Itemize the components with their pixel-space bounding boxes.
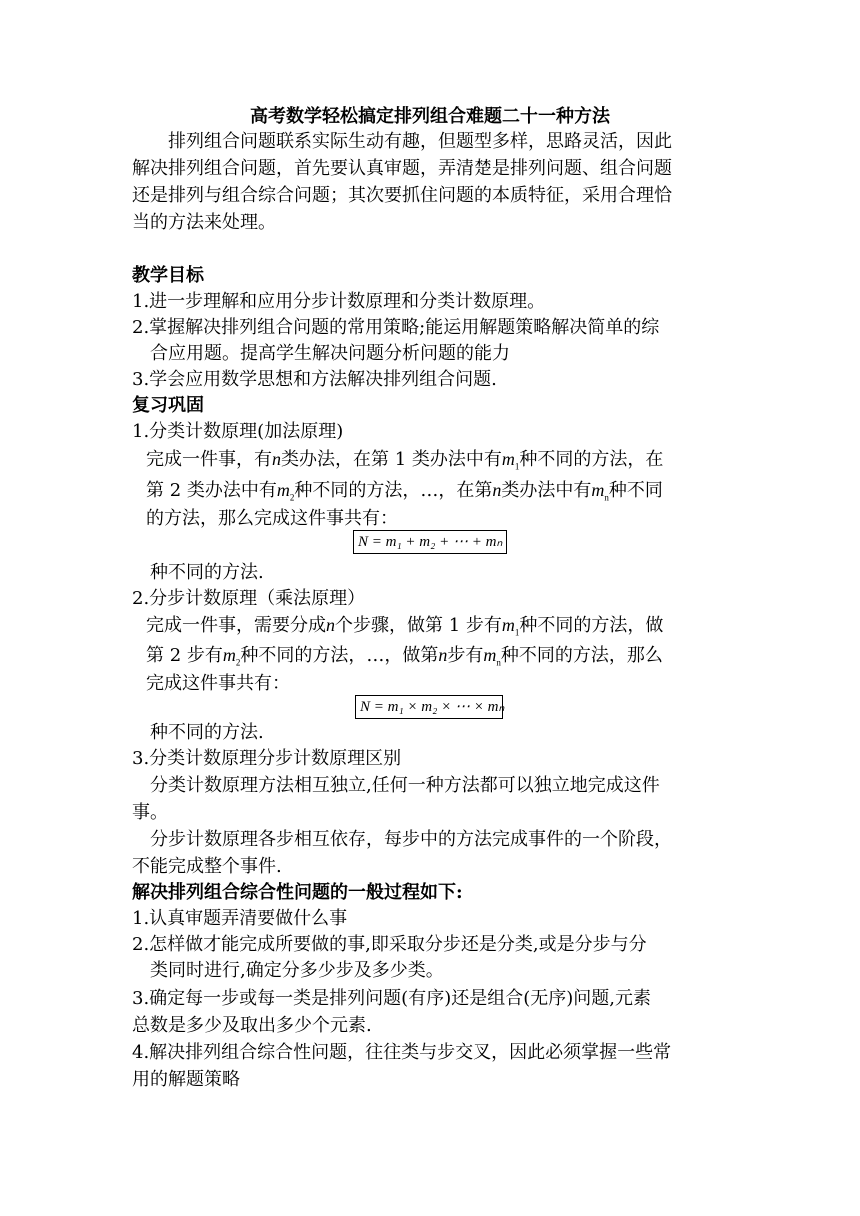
process-line: 3.确定每一步或每一类是排列问题(有序)还是组合(无序)问题,元素 bbox=[132, 988, 651, 1009]
addition-text-line: 完成一件事，有n类办法，在第 1 类办法中有$m_1$种不同的方法，在 bbox=[146, 449, 664, 472]
document-title: 高考数学轻松搞定排列组合难题二十一种方法 bbox=[250, 106, 610, 127]
process-line: 2.怎样做才能完成所要做的事,即采取分步还是分类,或是分步与分 bbox=[132, 934, 647, 955]
difference-line: 分步计数原理各步相互依存，每步中的方法完成事件的一个阶段， bbox=[150, 829, 672, 850]
difference-line: 不能完成整个事件. bbox=[132, 856, 282, 877]
process-line: 1.认真审题弄清要做什么事 bbox=[132, 908, 348, 929]
multiplication-principle-title: 2.分步计数原理（乘法原理） bbox=[132, 588, 366, 609]
goal-item: 合应用题。提高学生解决问题分析问题的能力 bbox=[150, 343, 510, 364]
addition-principle-title: 1.分类计数原理(加法原理) bbox=[132, 421, 344, 442]
process-line: 4.解决排列组合综合性问题，往往类与步交叉，因此必须掌握一些常 bbox=[132, 1042, 672, 1063]
addition-text-line: 第 2 类办法中有$m_2$种不同的方法，…，在第n类办法中有$m_n$种不同 bbox=[146, 480, 663, 503]
multiplication-formula: N = m₁ × m₂ × ⋯ × mₙ bbox=[355, 695, 503, 719]
process-line: 用的解题策略 bbox=[132, 1069, 240, 1090]
goal-item: 3.学会应用数学思想和方法解决排列组合问题. bbox=[132, 369, 497, 390]
multiplication-text-line: 第 2 步有$m_2$种不同的方法，…，做第n步有$m_n$种不同的方法，那么 bbox=[146, 645, 663, 668]
goal-item: 1.进一步理解和应用分步计数原理和分类计数原理。 bbox=[132, 291, 546, 312]
intro-line: 排列组合问题联系实际生动有趣，但题型多样，思路灵活，因此 bbox=[168, 131, 672, 152]
difference-title: 3.分类计数原理分步计数原理区别 bbox=[132, 748, 402, 769]
multiplication-text-line: 完成这件事共有： bbox=[146, 673, 290, 694]
addition-text-line: 的方法，那么完成这件事共有： bbox=[146, 508, 398, 529]
goal-item: 2.掌握解决排列组合问题的常用策略;能运用解题策略解决简单的综 bbox=[132, 317, 660, 338]
section-heading-process: 解决排列组合综合性问题的一般过程如下: bbox=[132, 882, 463, 903]
intro-line: 当的方法来处理。 bbox=[132, 212, 276, 233]
process-line: 总数是多少及取出多少个元素. bbox=[132, 1015, 372, 1036]
section-heading-review: 复习巩固 bbox=[132, 395, 204, 416]
intro-line: 解决排列组合问题，首先要认真审题，弄清楚是排列问题、组合问题 bbox=[132, 158, 672, 179]
difference-line: 事。 bbox=[132, 802, 168, 823]
addition-formula: N = m₁ + m₂ + ⋯ + mₙ bbox=[353, 530, 507, 554]
process-line: 类同时进行,确定分多少步及多少类。 bbox=[150, 960, 444, 981]
difference-line: 分类计数原理方法相互独立,任何一种方法都可以独立地完成这件 bbox=[150, 775, 660, 796]
addition-tail: 种不同的方法. bbox=[150, 562, 264, 583]
multiplication-text-line: 完成一件事，需要分成n个步骤，做第 1 步有$m_1$种不同的方法，做 bbox=[146, 615, 664, 638]
intro-line: 还是排列与组合综合问题；其次要抓住问题的本质特征，采用合理恰 bbox=[132, 185, 672, 206]
section-heading-goals: 教学目标 bbox=[132, 265, 204, 286]
multiplication-tail: 种不同的方法. bbox=[150, 722, 264, 743]
